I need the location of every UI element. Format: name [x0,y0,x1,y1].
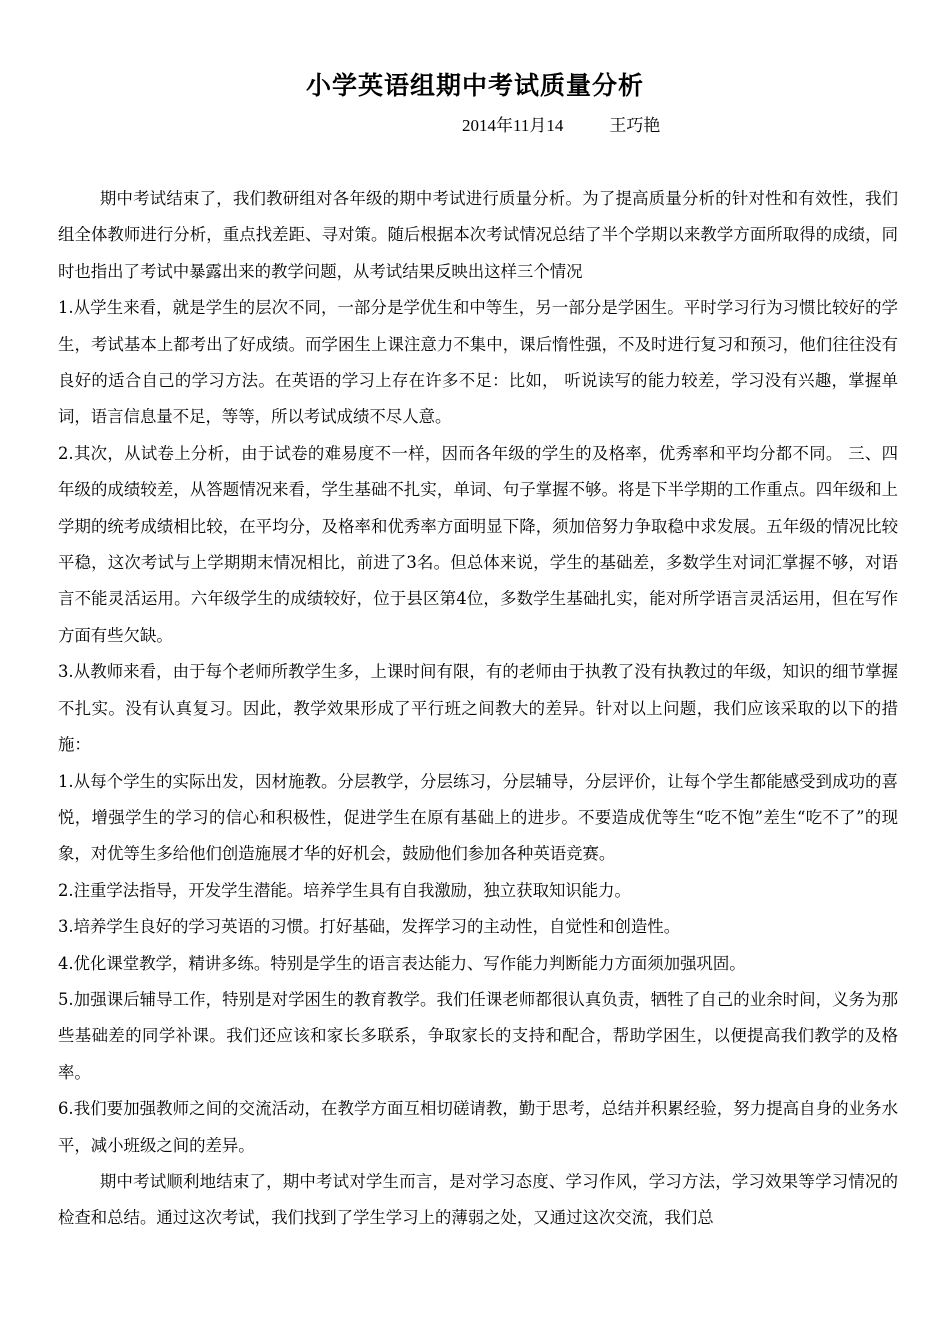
document-date: 2014年11月14 [462,116,564,135]
intro-paragraph: 期中考试结束了，我们教研组对各年级的期中考试进行质量分析。为了提高质量分析的针对性和有效性，我们组全体教师进行分析，重点找差距、寻对策。随后根据本次考试情况总结了半个学期以来教学方面所取得的成绩，同时也指出了考试中暴露出来的教学问题，从考试结果反映出这样三个情况 [58,189,898,281]
measure-1-paragraph: 1.从每个学生的实际出发，因材施教。分层教学，分层练习，分层辅导，分层评价，让每个学生都能感受到成功的喜悦，增强学生的学习的信心和积极性，促进学生在原有基础上的进步。不要造成优等生“吃不饱”差生“吃不了”的现象，对优等生多给他们创造施展才华的好机会，鼓励他们参加各种英语竞赛。 [58,771,898,864]
measure-5-paragraph: 5.加强课后辅导工作，特别是对学困生的教育教学。我们任课老师都很认真负责，牺牲了自己的业余时间，义务为那些基础差的同学补课。我们还应该和家长多联系，争取家长的支持和配合，帮助学困生，以便提高我们教学的及格率。 [58,989,898,1082]
document-meta [462,114,660,138]
measure-6-paragraph: 6.我们要加强教师之间的交流活动，在教学方面互相切磋请教，勤于思考，总结并积累经验，努力提高自身的业务水平，减小班级之间的差异。 [58,1099,898,1155]
finding-3-paragraph: 3.从教师来看，由于每个老师所教学生多，上课时间有限，有的老师由于执教了没有执教过的年级，知识的细节掌握不扎实。没有认真复习。因此，教学效果形成了平行班之间教大的差异。针对以上问题，我们应该采取的以下的措施： [58,662,898,755]
finding-1-paragraph: 1.从学生来看，就是学生的层次不同，一部分是学优生和中等生，另一部分是学困生。平时学习行为习惯比较好的学生，考试基本上都考出了好成绩。而学困生上课注意力不集中，课后惰性强，不及时进行复习和预习，他们往往没有良好的适合自己的学习方法。在英语的学习上存在许多不足：比如， 听说读写的能力较差，学习没有兴趣，掌握单词，语言信息量不足，等等，所以考试成绩不尽人意。 [58,298,898,427]
conclusion-paragraph: 期中考试顺利地结束了，期中考试对学生而言，是对学习态度、学习作风，学习方法，学习效果等学习情况的检查和总结。通过这次考试，我们找到了学生学习上的薄弱之处，又通过这次交流，我们总 [58,1171,898,1228]
measure-3-paragraph: 3.培养学生良好的学习英语的习惯。打好基础，发挥学习的主动性，自觉性和创造性。 [58,917,681,937]
finding-2-paragraph: 2.其次，从试卷上分析，由于试卷的难易度不一样，因而各年级的学生的及格率，优秀率和平均分都不同。 三、四年级的成绩较差，从答题情况来看，学生基础不扎实，单词、句子掌握不够。将是下半学期的工作重点。四年级和上学期的统考成绩相比较，在平均分，及格率和优秀率方面明显下降，须加倍努力争取稳中求发展。五年级的情况比较平稳，这次考试与上学期期末情况相比，前进了3名。但总体来说，学生的基础差，多数学生对词汇掌握不够，对语言不能灵活运用。六年级学生的成绩较好，位于县区第4位，多数学生基础扎实，能对所学语言灵活运用，但在写作方面有些欠缺。 [58,443,898,645]
measure-4-paragraph: 4.优化课堂教学，精讲多练。特别是学生的语言表达能力、写作能力判断能力方面须加强巩固。 [58,953,746,973]
measure-2-paragraph: 2.注重学法指导，开发学生潜能。培养学生具有自我激励，独立获取知识能力。 [58,880,631,900]
document-title: 小学英语组期中考试质量分析 [305,71,644,100]
document-author: 王巧艳 [609,116,661,136]
document-body [58,181,898,1237]
